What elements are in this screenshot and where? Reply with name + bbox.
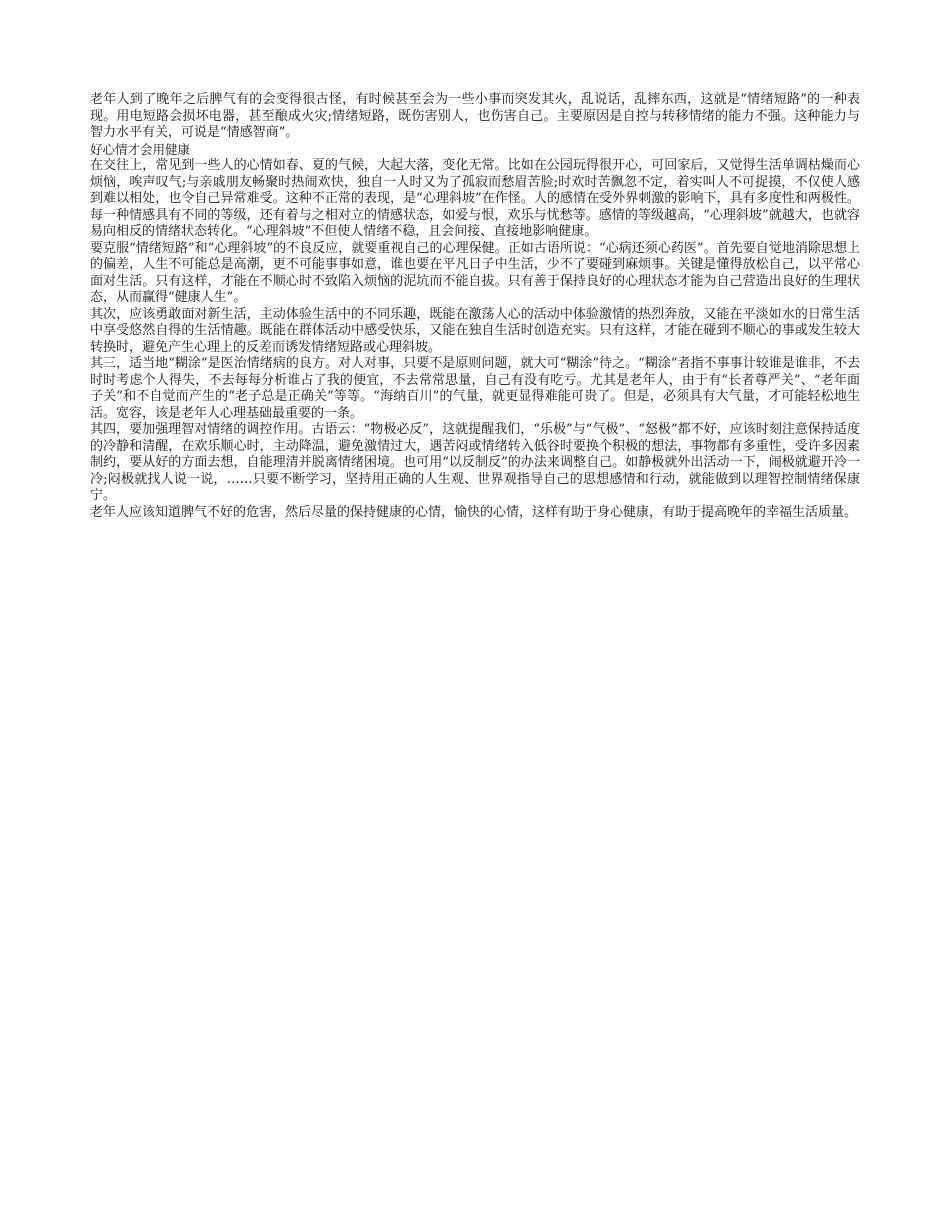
paragraph-fourth: 其四，要加强理智对情绪的调控作用。古语云：“物极必反”，这就提醒我们，“乐极”与“气极”、“怒极”都不好，应该时刻注意保持适度的冷静和清醒，在欢乐顺心时，主动降温，避免激情过大，遇苦闷或情绪转入低谷时要换个积极的想法，事物都有多重性，受许多因素制约，要从好的方面去想，自能理清并脱离情绪困境。也可用“以反制反”的办法来调整自己。如静极就外出活动一下，闹极就避开冷一冷;闷极就找人说一说，……只要不断学习，坚持用正确的人生观、世界观指导自己的思想感情和行动，就能做到以理智控制情绪保康宁。 xyxy=(90,422,860,503)
paragraph-intro: 老年人到了晚年之后脾气有的会变得很古怪，有时候甚至会为一些小事而突发其火，乱说话，乱摔东西，这就是“情绪短路”的一种表现。用电短路会损坏电器，甚至酿成火灾;情绪短路，既伤害别人，也伤害自己。主要原因是自控与转移情绪的能力不强。这种能力与智力水平有关，可说是“情感智商”。 xyxy=(90,92,860,140)
paragraph-mental-care: 要克服“情绪短路”和“心理斜坡”的不良反应，就要重视自己的心理保健。正如古语所说：“心病还须心药医”。首先要自觉地消除思想上的偏差，人生不可能总是高潮，更不可能事事如意，谁也要在平凡日子中生活，少不了要碰到麻烦事。关键是懂得放松自己，以平常心面对生活。只有这样，才能在不顺心时不致陷入烦恼的泥坑而不能自拔。只有善于保持良好的心理状态才能为自己营造出良好的生理状态，从而赢得“健康人生”。 xyxy=(90,240,860,305)
article-body xyxy=(90,92,860,521)
section-heading: 好心情才会用健康 xyxy=(90,141,191,157)
paragraph-second: 其次，应该勇敢面对新生活，主动体验生活中的不同乐趣，既能在激荡人心的活动中体验激情的热烈奔放，又能在平淡如水的日常生活中享受悠然自得的生活情趣。既能在群体活动中感受快乐，又能在独自生活时创造充实。只有这样，才能在碰到不顺心的事或发生较大转换时，避免产生心理上的反差而诱发情绪短路或心理斜坡。 xyxy=(90,306,860,355)
paragraph-third: 其三，适当地“糊涂”是医治情绪病的良方。对人对事，只要不是原则问题，就大可“糊涂”待之。“糊涂”者指不事事计较谁是谁非，不去时时考虑个人得失，不去每每分析谁占了我的便宜，不去常常思量，自己有没有吃亏。尤其是老年人，由于有“长者尊严关”、“老年面子关”和不自觉而产生的“老子总是正确关”等等。“海纳百川”的气量，就更显得难能可贵了。但是，必须具有大气量，才可能轻松地生活。宽容，该是老年人心理基础最重要的一条。 xyxy=(90,356,860,421)
paragraph-mood-swings: 在交往上，常见到一些人的心情如春、夏的气候，大起大落，变化无常。比如在公园玩得很开心，可回家后，又觉得生活单调枯燥而心烦恼，唉声叹气;与亲戚朋友畅聚时热闹欢快，独自一人时又为了孤寂而愁眉苦脸;时欢时苦飘忽不定，着实叫人不可捉摸，不仅使人感到难以相处，也令自己异常难受。这种不正常的表现，是“心理斜坡”在作怪。人的感情在受外界刺激的影响下，具有多度性和两极性。每一种情感具有不同的等级，还有着与之相对立的情感状态，如爱与恨，欢乐与忧愁等。感情的等级越高，“心理斜坡”就越大，也就容易向相反的情绪状态转化。“心理斜坡”不但使人情绪不稳，且会间接、直接地影响健康。 xyxy=(90,158,860,239)
paragraph-conclusion: 老年人应该知道脾气不好的危害，然后尽量的保持健康的心情，愉快的心情，这样有助于身心健康，有助于提高晚年的幸福生活质量。 xyxy=(90,504,858,520)
